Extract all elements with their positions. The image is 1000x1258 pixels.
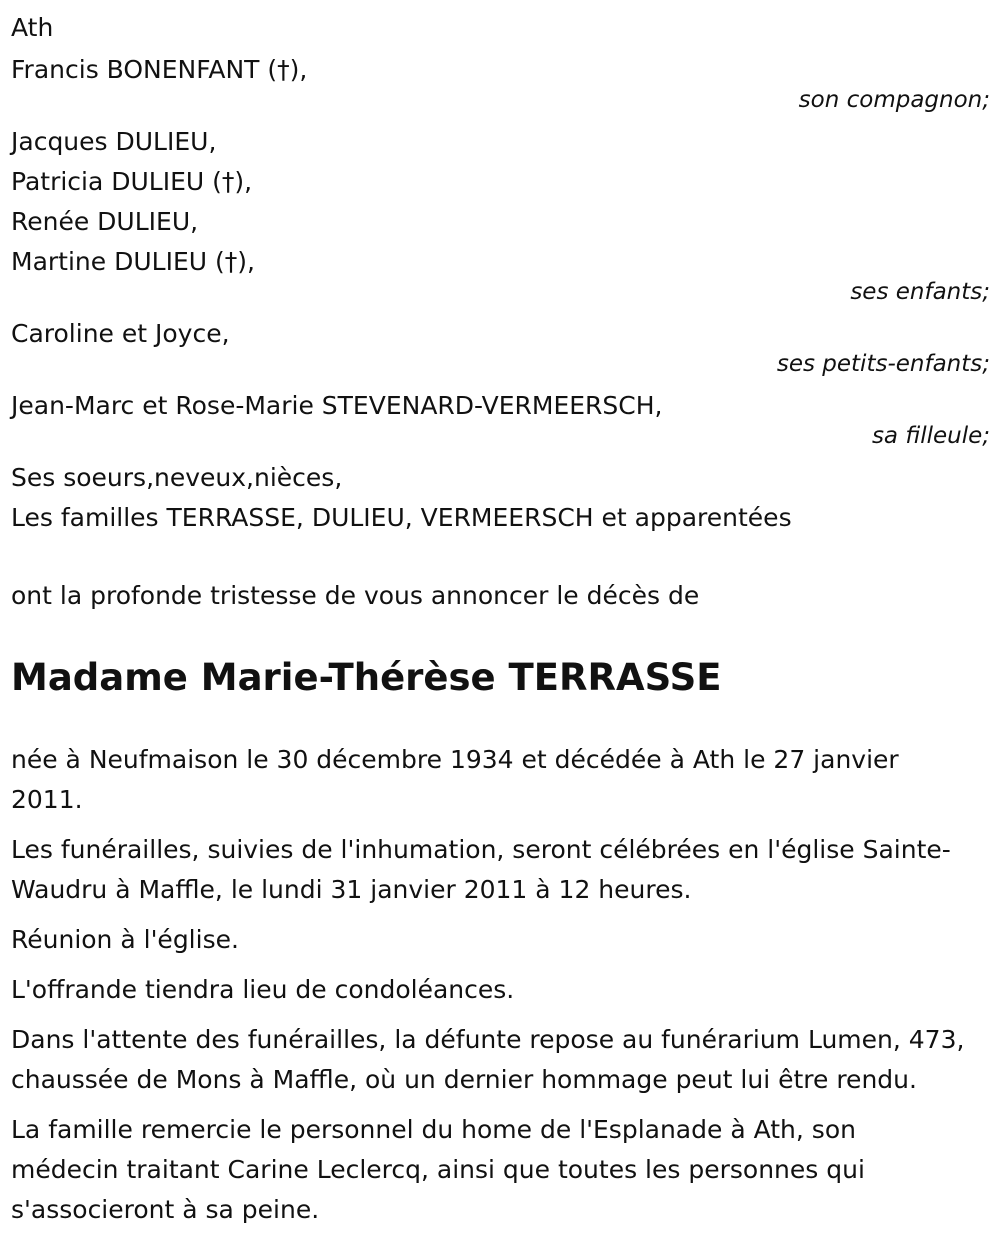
child-name: Patricia DULIEU (†), [11,167,253,196]
companion-name: Francis BONENFANT (†), [11,55,308,84]
goddaughter-role: sa filleule; [871,423,990,449]
announcement-text: ont la profonde tristesse de vous annoncer le décès de [11,581,700,610]
birth-death-paragraph: née à Neufmaison le 30 décembre 1934 et décédée à Ath le 27 janvier 2011. [11,745,899,814]
children-group [11,122,990,304]
child-name: Martine DULIEU (†), [11,247,255,276]
companion-group [11,50,990,112]
family-line: Ses soeurs,neveux,nièces, [11,463,343,492]
deceased-name: Madame Marie-Thérèse TERRASSE [11,656,722,699]
companion-role: son compagnon; [798,87,990,113]
children-role: ses enfants; [850,279,990,305]
child-name: Jacques DULIEU, [11,127,217,156]
funerarium-paragraph: Dans l'attente des funérailles, la défunte repose au funérarium Lumen, 473, chaussée de Mons à Maffle, où un dernier hommage peut lui être rendu. [11,1025,965,1094]
grandchildren-group [11,314,990,376]
funeral-paragraph: Les funérailles, suivies de l'inhumation, seront célébrées en l'église Sainte-Waudru à Maffle, le lundi 31 janvier 2011 à 12 heures. [11,835,951,904]
grandchildren-names: Caroline et Joyce, [11,319,230,348]
offering-paragraph: L'offrande tiendra lieu de condoléances. [11,975,515,1004]
grandchildren-role: ses petits-enfants; [776,351,990,377]
spacer [11,538,990,576]
goddaughter-names: Jean-Marc et Rose-Marie STEVENARD-VERMEERSCH, [11,391,663,420]
extended-family-group [11,458,990,538]
meeting-paragraph: Réunion à l'église. [11,925,239,954]
child-name: Renée DULIEU, [11,207,199,236]
family-line: Les familles TERRASSE, DULIEU, VERMEERSCH et apparentées [11,503,792,532]
goddaughter-group [11,386,990,448]
thanks-paragraph: La famille remercie le personnel du home de l'Esplanade à Ath, son médecin traitant Carine Leclercq, ainsi que toutes les personnes qui s'associeront à sa peine. [11,1115,865,1224]
city-label: Ath [11,13,54,42]
